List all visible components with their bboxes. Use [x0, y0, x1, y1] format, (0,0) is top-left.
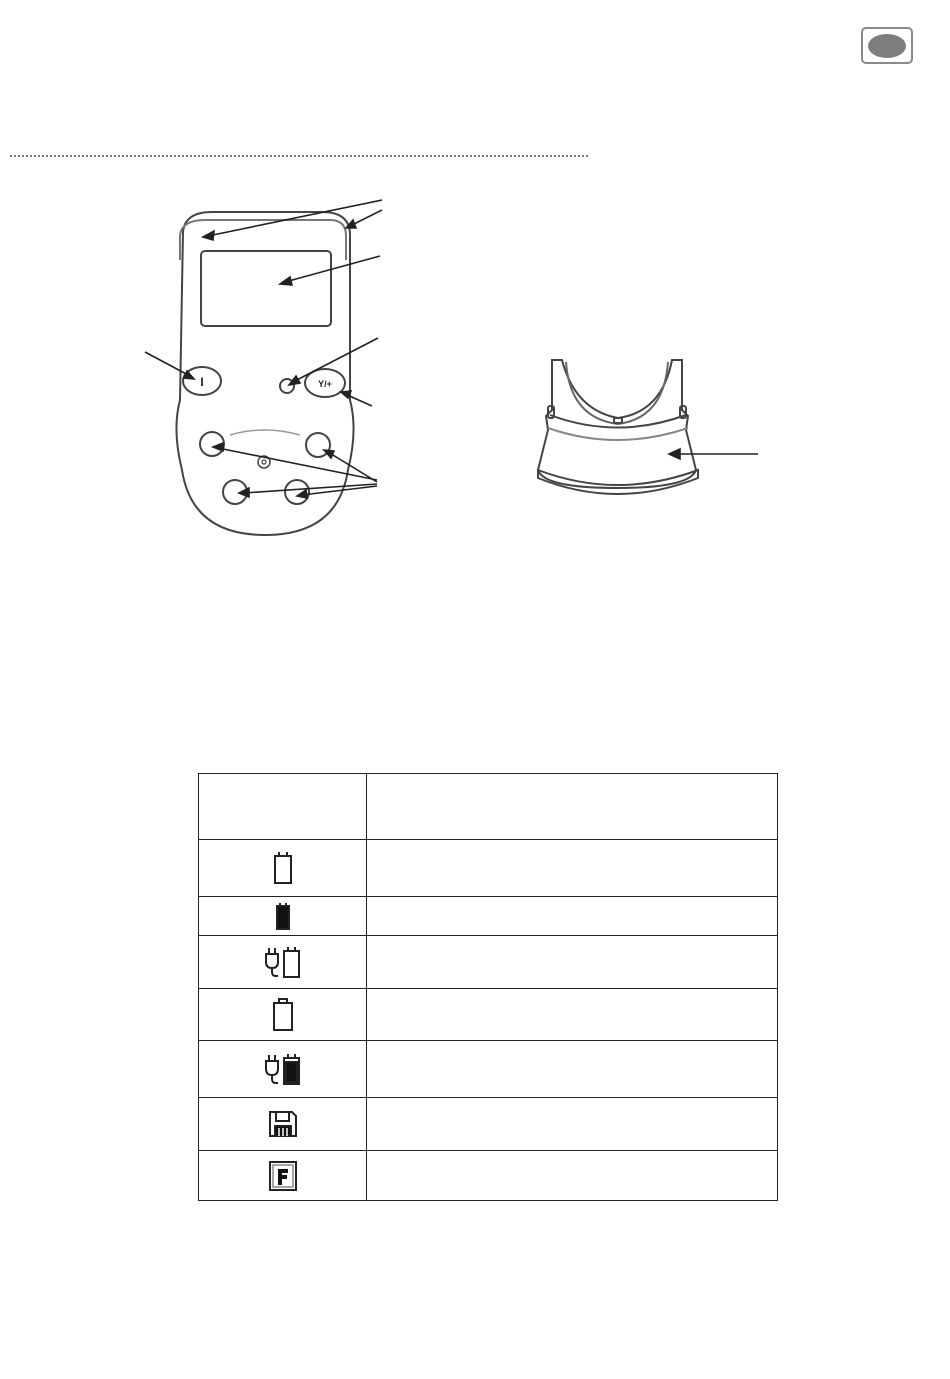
right-button-label: Y/+	[318, 379, 332, 389]
floppy-disk-save-icon	[199, 1098, 367, 1151]
f-box-icon	[199, 1151, 367, 1201]
charging-cradle-drawing-icon	[0, 0, 950, 560]
table-row	[199, 897, 778, 936]
plug-with-charging-battery-icon	[199, 1041, 367, 1098]
status-icon-table	[198, 773, 778, 1201]
row-description	[367, 989, 778, 1041]
row-description	[367, 1098, 778, 1151]
row-description	[367, 936, 778, 989]
battery-full-solid-icon	[199, 897, 367, 936]
table-header-icon	[199, 774, 367, 840]
battery-empty-outline-icon	[199, 840, 367, 897]
table-row	[199, 1151, 778, 1201]
battery-outline-icon	[199, 989, 367, 1041]
table-row	[199, 840, 778, 897]
table-header-description	[367, 774, 778, 840]
row-description	[367, 840, 778, 897]
table-row	[199, 989, 778, 1041]
table-header-row	[199, 774, 778, 840]
table-row	[199, 1041, 778, 1098]
plug-with-empty-battery-icon	[199, 936, 367, 989]
row-description	[367, 897, 778, 936]
table-row	[199, 1098, 778, 1151]
left-button-label: I	[200, 375, 204, 389]
row-description	[367, 1151, 778, 1201]
table-row	[199, 936, 778, 989]
row-description	[367, 1041, 778, 1098]
